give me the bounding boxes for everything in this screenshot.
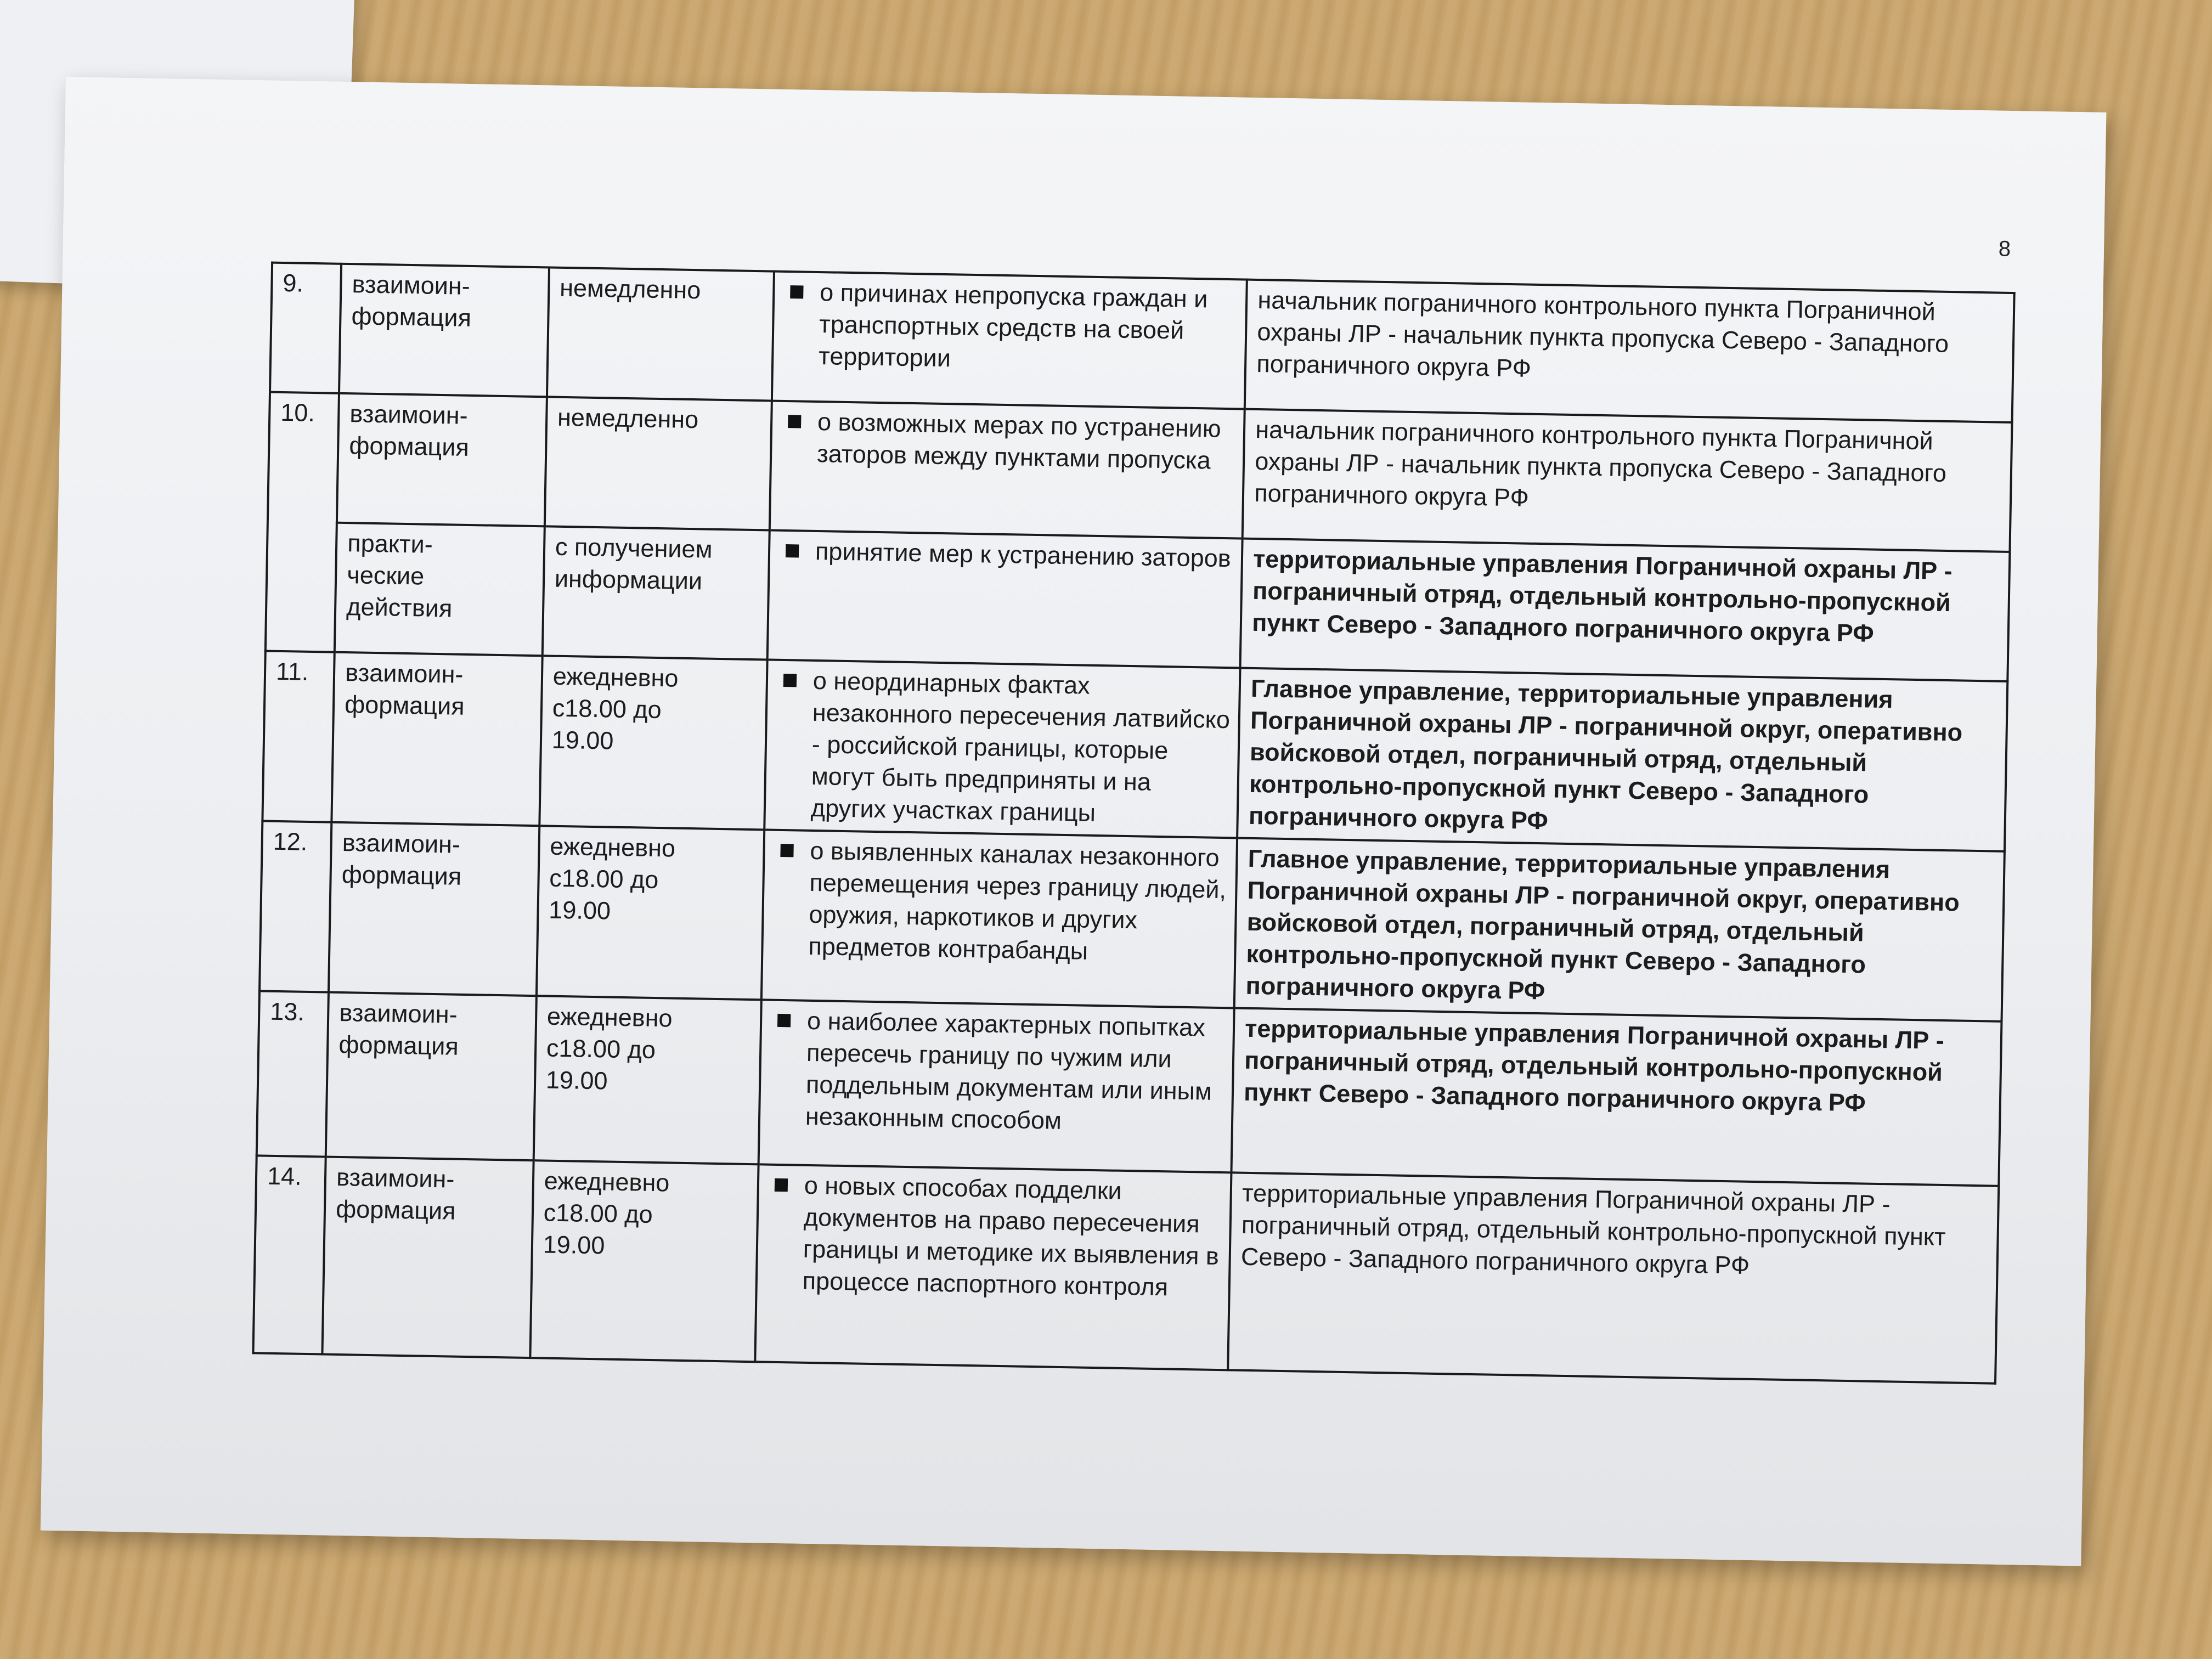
content-text: принятие мер к устранению заторов — [815, 537, 1232, 573]
party-text: Главное управление, территориальные управления Пограничной охраны ЛР - пограничной округ, оперативно войсковой отдел, пограничный отряд, отдельный контрольно-пропускной пункт Северо - Западного пограничного округа РФ — [1245, 844, 1960, 1005]
interaction-type-text: практи- ческие действия — [346, 529, 453, 623]
square-bullet-icon — [790, 285, 803, 298]
interaction-party — [1237, 668, 2007, 851]
square-bullet-icon — [777, 1014, 791, 1027]
row-number: 14. — [253, 1155, 325, 1354]
interaction-term-text: ежедневно с18.00 до 19.00 — [548, 832, 676, 925]
row-number: 9. — [270, 263, 341, 393]
interaction-type — [329, 822, 539, 996]
interaction-type — [326, 992, 537, 1161]
table-row — [253, 1155, 1999, 1383]
interaction-party — [1245, 280, 2015, 422]
interaction-content — [759, 1000, 1234, 1172]
interaction-type-text: взаимоин- формация — [338, 998, 459, 1060]
table-row — [257, 991, 2002, 1186]
content-text: о неординарных фактах незаконного пересечения латвийско - российской границы, которые могут быть предприняты и на других участках границы — [810, 666, 1231, 827]
table-row — [262, 651, 2007, 851]
interaction-type — [339, 264, 549, 397]
table-body — [253, 263, 2014, 1384]
square-bullet-icon — [788, 415, 801, 428]
interaction-party — [1234, 838, 2005, 1021]
interaction-content — [755, 1164, 1231, 1370]
interaction-term — [542, 526, 769, 659]
interaction-content — [764, 659, 1240, 838]
party-text: территориальные управления Пограничной охраны ЛР - пограничный отряд, отдельный контрольно-пропускной пункт Северо - Западного пограничного округа РФ — [1240, 1178, 1946, 1279]
party-text: начальник пограничного контрольного пункта Пограничной охраны ЛР - начальник пункта пропуска Северо - Западного пограничного округа РФ — [1254, 415, 1947, 512]
interaction-term-text: ежедневно с18.00 до 19.00 — [543, 1166, 670, 1260]
party-text: начальник пограничного контрольного пункта Пограничной охраны ЛР - начальник пункта пропуска Северо - Западного пограничного округа РФ — [1256, 285, 1949, 382]
interaction-term-text: ежедневно с18.00 до 19.00 — [545, 1002, 673, 1095]
interaction-party — [1240, 539, 2010, 681]
party-text: территориальные управления Пограничной охраны ЛР - пограничный отряд, отдельный контрольно-пропускной пункт Северо - Западного пограничного округа РФ — [1251, 544, 1953, 647]
interaction-type-text: взаимоин- формация — [344, 658, 465, 720]
row-number: 13. — [257, 991, 329, 1156]
interaction-type — [332, 652, 543, 826]
interaction-type-text: взаимоин- формация — [351, 270, 472, 332]
square-bullet-icon — [783, 674, 797, 687]
interaction-term-text: ежедневно с18.00 до 19.00 — [551, 662, 679, 755]
interaction-term — [537, 826, 764, 1000]
interaction-type-text: взаимоин- формация — [335, 1163, 456, 1225]
interaction-party — [1228, 1172, 1999, 1383]
interaction-type — [337, 393, 547, 527]
interaction-content — [770, 401, 1245, 539]
interaction-term-text: немедленно — [559, 273, 701, 304]
content-text: о причинах непропуска граждан и транспортных средств на своей территории — [818, 278, 1208, 373]
content-text: о наиболее характерных попытках пересечь границу по чужим или поддельным документам или иным незаконным способом — [805, 1006, 1212, 1135]
interaction-content — [772, 272, 1247, 409]
interaction-term — [547, 267, 774, 400]
interaction-term — [545, 397, 772, 530]
square-bullet-icon — [780, 844, 793, 857]
row-number: 10. — [266, 392, 339, 652]
content-text: о выявленных каналах незаконного перемещения через границу людей, оружия, наркотиков и других предметов контрабанды — [808, 836, 1227, 965]
table-row — [259, 821, 2005, 1021]
row-number: 12. — [259, 821, 332, 992]
page-number: 8 — [1998, 236, 2011, 261]
party-text: территориальные управления Пограничной охраны ЛР - пограничный отряд, отдельный контрольно-пропускной пункт Северо - Западного пограничного округа РФ — [1243, 1014, 1945, 1117]
interaction-term-text: немедленно — [557, 403, 699, 434]
interaction-term-text: с получением информации — [554, 532, 713, 595]
content-text: о новых способах подделки документов на право пересечения границы и методике их выявления в процессе паспортного контроля — [802, 1171, 1220, 1301]
interaction-content — [761, 830, 1238, 1008]
interaction-type-text: взаимоин- формация — [349, 399, 470, 461]
content-text: о возможных мерах по устранению заторов между пунктами пропуска — [816, 408, 1222, 475]
interaction-table — [252, 262, 2015, 1385]
interaction-term — [533, 996, 761, 1164]
interaction-party — [1243, 409, 2012, 552]
interaction-party — [1232, 1008, 2002, 1186]
interaction-content — [768, 531, 1243, 668]
party-text: Главное управление, территориальные управления Пограничной охраны ЛР - пограничной округ, оперативно войсковой отдел, пограничный отряд, отдельный контрольно-пропускной пункт Северо - Западного пограничного округа РФ — [1248, 674, 1963, 835]
interaction-type — [335, 523, 545, 656]
document-page — [41, 77, 2107, 1566]
interaction-type — [323, 1157, 534, 1358]
interaction-type-text: взаимоин- формация — [341, 828, 462, 890]
interaction-term — [539, 656, 767, 830]
square-bullet-icon — [775, 1178, 788, 1192]
row-number: 11. — [262, 651, 335, 822]
square-bullet-icon — [786, 544, 799, 557]
interaction-term — [530, 1160, 758, 1362]
